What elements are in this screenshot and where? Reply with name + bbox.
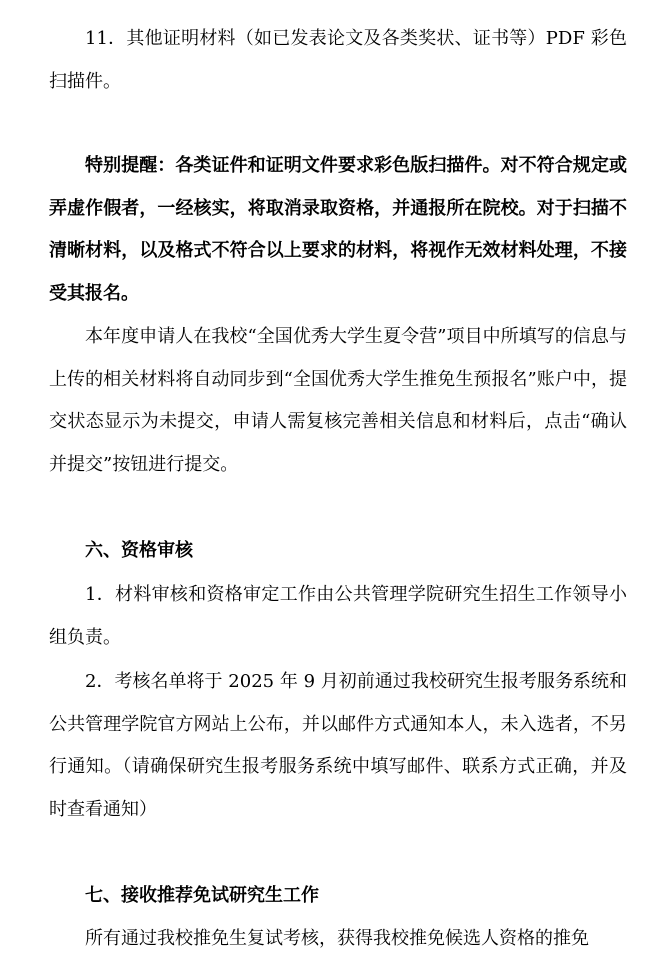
special-notice-paragraph	[49, 145, 627, 315]
section-7-paragraph: 所有通过我校推免生复试考核，获得我校推免候选人资格的推免	[85, 928, 589, 949]
section-6-item-2: 2．考核名单将于 2025 年 9 月初前通过我校研究生报考服务系统和公共管理学院官方网站上公布，并以邮件方式通知本人，未入选者，不另行通知。（请确保研究生报考服务系统中填写邮件、联系方式正确，并及时查看通知）	[49, 671, 627, 820]
section-7-heading: 七、接收推荐免试研究生工作	[85, 885, 319, 906]
section-6-heading: 六、资格审核	[85, 540, 193, 561]
item-11-paragraph: 11．其他证明材料（如已发表论文及各类奖状、证书等）PDF 彩色扫描件。	[49, 28, 627, 92]
sync-info-paragraph: 本年度申请人在我校“全国优秀大学生夏令营”项目中所填写的信息与上传的相关材料将自动同步到“全国优秀大学生推免生预报名”账户中，提交状态显示为未提交，申请人需复核完善相关信息和材料后，点击“确认并提交”按钮进行提交。	[49, 326, 627, 475]
special-notice-text: 各类证件和证明文件要求彩色版扫描件。对不符合规定或弄虚作假者，一经核实，将取消录取资格，并通报所在院校。对于扫描不清晰材料，以及格式不符合以上要求的材料，将视作无效材料处理，不接受其报名。	[49, 155, 628, 304]
section-6-item-1: 1．材料审核和资格审定工作由公共管理学院研究生招生工作领导小组负责。	[49, 584, 627, 648]
special-notice-label: 特别提醒：	[85, 155, 176, 176]
